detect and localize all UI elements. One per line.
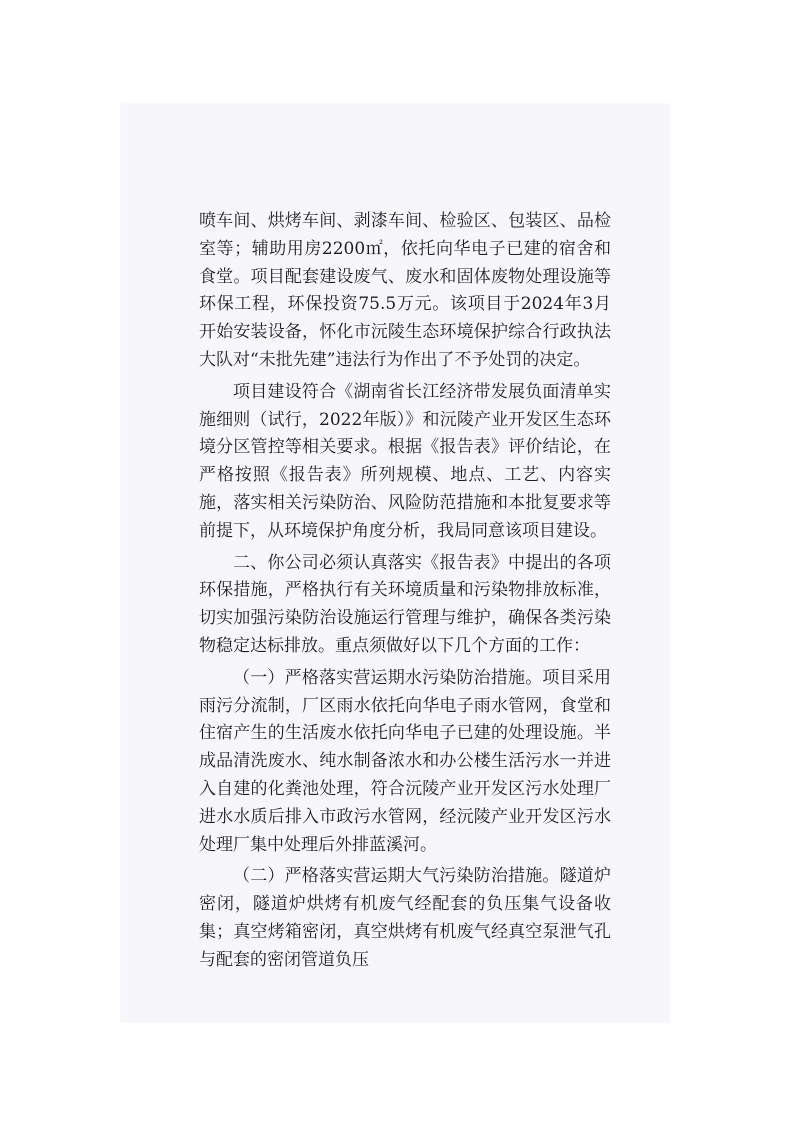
paragraph-air-pollution: （二）严格落实营运期大气污染防治措施。隧道炉密闭，隧道炉烘烤有机废气经配套的负压集气设备收集；真空烤箱密闭，真空烘烤有机废气经真空泵泄气孔与配套的密闭管道负压: [199, 866, 611, 970]
document-body: [199, 208, 611, 975]
paragraph-project-description: 喷车间、烘烤车间、剥漆车间、检验区、包装区、品检室等；辅助用房2200㎡，依托向华电子已建的宿舍和食堂。项目配套建设废气、废水和固体废物处理设施等环保工程，环保投资75.5万元。该项目于2024年3月开始安装设备，怀化市沅陵生态环境保护综合行政执法大队对“未批先建”违法行为作出了不予处罚的决定。: [199, 211, 611, 370]
paragraph-water-pollution: （一）严格落实营运期水污染防治措施。项目采用雨污分流制，厂区雨水依托向华电子雨水管网，食堂和住宿产生的生活废水依托向华电子已建的处理设施。半成品清洗废水、纯水制备浓水和办公楼生活污水一并进入自建的化粪池处理，符合沅陵产业开发区污水处理厂进水水质后排入市政污水管网，经沅陵产业开发区污水处理厂集中处理后外排蓝溪河。: [199, 667, 611, 855]
paragraph-compliance: 项目建设符合《湖南省长江经济带发展负面清单实施细则（试行，2022年版）》和沅陵产业开发区生态环境分区管控等相关要求。根据《报告表》评价结论，在严格按照《报告表》所列规模、地点、工艺、内容实施，落实相关污染防治、风险防范措施和本批复要求等前提下，从环境保护角度分析，我局同意该项目建设。: [199, 381, 611, 541]
paragraph-section-two: 二、你公司必须认真落实《报告表》中提出的各项环保措施，严格执行有关环境质量和污染物排放标准，切实加强污染防治设施运行管理与维护，确保各类污染物稳定达标排放。重点须做好以下几个方面的工作：: [199, 552, 611, 656]
